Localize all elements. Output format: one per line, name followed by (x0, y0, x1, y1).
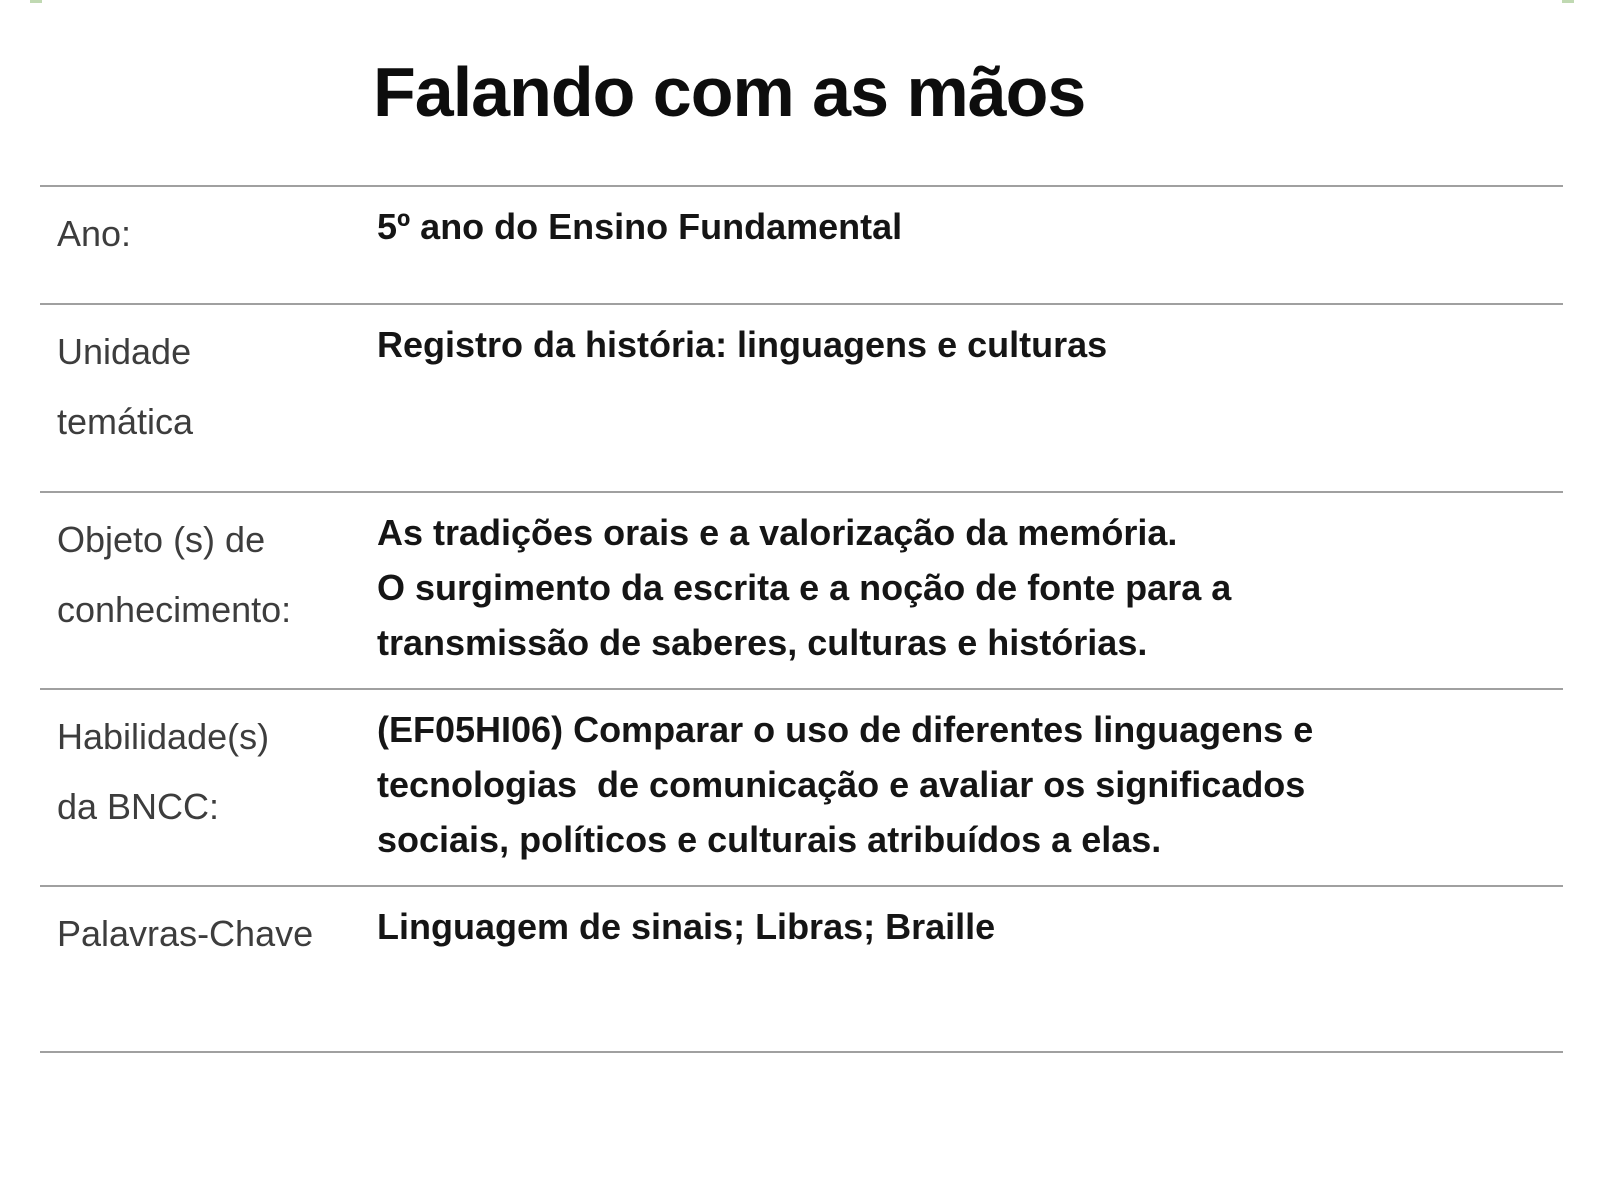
label-line: Palavras-Chave (57, 913, 314, 954)
label-line: Objeto (s) de (57, 519, 266, 560)
page-edge-artifact-right (1562, 0, 1574, 3)
label-line: Unidade (57, 331, 192, 372)
value-line: Registro da história: linguagens e culturas (377, 324, 1108, 365)
value-line: tecnologias de comunicação e avaliar os significados (377, 764, 1306, 805)
value-line: O surgimento da escrita e a noção de fonte para a (377, 567, 1232, 608)
table-row-objeto-de-conhecimento (40, 491, 1563, 688)
bottom-divider (40, 1051, 1563, 1053)
row-label-ano (40, 199, 377, 303)
row-label-unidade-tematica (40, 317, 377, 491)
label-line: Habilidade(s) (57, 716, 270, 757)
row-value-palavras-chave (377, 899, 1563, 1051)
row-label-habilidades-bncc (40, 702, 377, 885)
label-line: temática (57, 401, 194, 442)
value-line: As tradições orais e a valorização da memória. (377, 512, 1178, 553)
row-value-objeto-de-conhecimento (377, 505, 1563, 688)
value-line: transmissão de saberes, culturas e histórias. (377, 622, 1148, 663)
row-value-unidade-tematica (377, 317, 1563, 491)
row-value-ano (377, 199, 1563, 303)
label-line: Ano: (57, 213, 132, 254)
table-row-palavras-chave (40, 885, 1563, 1051)
table-row-unidade-tematica (40, 303, 1563, 491)
table-row-habilidades-bncc (40, 688, 1563, 885)
page-edge-artifact-left (30, 0, 42, 3)
label-line: da BNCC: (57, 786, 220, 827)
value-line: 5º ano do Ensino Fundamental (377, 206, 903, 247)
row-label-palavras-chave (40, 899, 377, 1051)
table-row-ano (40, 185, 1563, 303)
title-area (0, 0, 1600, 185)
lesson-plan-table (40, 185, 1563, 1051)
row-value-habilidades-bncc (377, 702, 1563, 885)
value-line: sociais, políticos e culturais atribuídos a elas. (377, 819, 1162, 860)
value-line: Linguagem de sinais; Libras; Braille (377, 906, 996, 947)
value-line: (EF05HI06) Comparar o uso de diferentes linguagens e (377, 709, 1314, 750)
page-title: Falando com as mãos (373, 53, 1086, 131)
label-line: conhecimento: (57, 589, 292, 630)
row-label-objeto-de-conhecimento (40, 505, 377, 688)
